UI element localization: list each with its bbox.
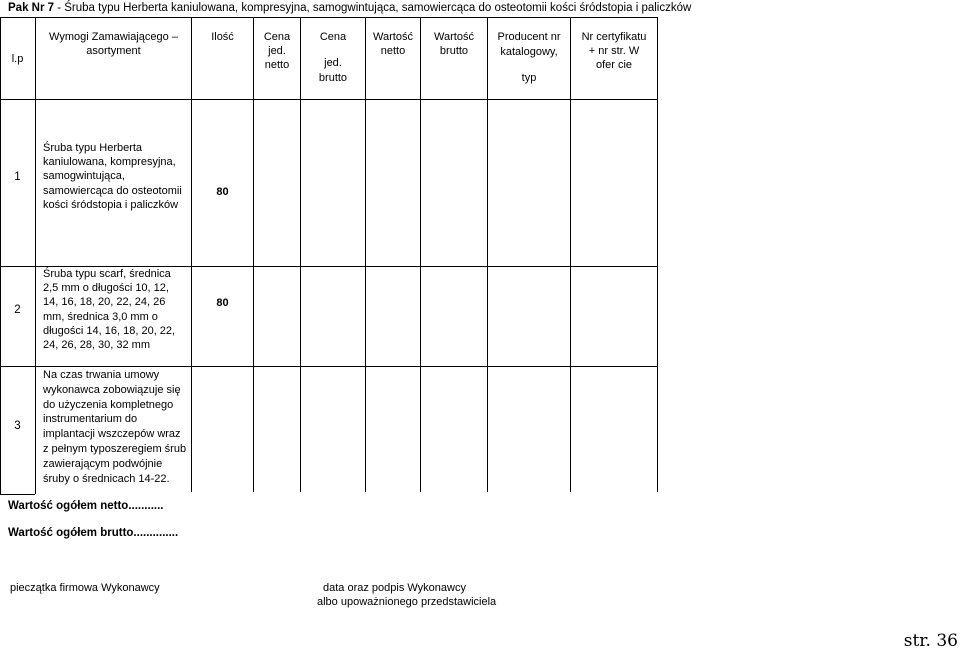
row-number: 2 [14, 304, 21, 316]
item-quantity: 80 [216, 297, 229, 309]
table-line [253, 17, 254, 492]
header-certificate: Nr certyfikatu + nr str. W ofer cie [581, 31, 647, 71]
header-unit-price-gross: Cena jed. brutto [318, 31, 348, 84]
table-line [191, 17, 192, 492]
company-stamp-label: pieczątka firmowa Wykonawcy [10, 582, 160, 594]
document-title: Pak Nr 7 - Śruba typu Herberta kaniulowana, kompresyjna, samogwintująca, samowiercąca do osteotomii kości śródstopia i paliczków [8, 2, 692, 14]
header-quantity: Ilość [211, 31, 234, 43]
row-number: 1 [14, 171, 21, 183]
table-line [0, 99, 658, 100]
header-unit-price-net: Cena jed. netto [263, 31, 291, 71]
header-value-net: Wartość netto [373, 31, 413, 57]
table-line [570, 17, 571, 492]
total-net: Wartość ogółem netto........... [8, 500, 164, 512]
table-line [365, 17, 366, 492]
table-line [0, 366, 658, 367]
header-requirements: Wymogi Zamawiającego – asortyment [49, 31, 178, 57]
item-description: Śruba typu Herberta kaniulowana, kompresyjna, samogwintująca, samowiercąca do osteotomii kości śródstopia i paliczków [43, 142, 182, 211]
table-line [300, 17, 301, 492]
representative-label: albo upoważnionego przedstawiciela [317, 596, 497, 608]
page-number: str. 36 [903, 631, 958, 651]
header-value-gross: Wartość brutto [434, 31, 474, 57]
table-line [35, 17, 36, 494]
signature-label: data oraz podpis Wykonawcy [323, 582, 466, 594]
item-description: Na czas trwania umowy wykonawca zobowiązuje się do użyczenia kompletnego instrumentarium do implantacji wszczepów wraz z pełnym typoszeregiem śrub zawierającym podwójnie śruby o średnicach 14-22. [43, 369, 187, 485]
table-line [0, 17, 658, 18]
row-number: 3 [14, 420, 21, 432]
item-description: Śruba typu scarf, średnica 2,5 mm o długości 10, 12, 14, 16, 18, 20, 22, 24, 26 mm, średnica 3,0 mm o długości 14, 16, 18, 20, 22, 24, 26, 28, 30, 32 mm [43, 268, 176, 352]
header-lp: l.p [11, 53, 24, 65]
item-quantity: 80 [216, 186, 229, 198]
table-line [0, 494, 35, 495]
table-line [657, 17, 658, 492]
table-line [420, 17, 421, 492]
total-gross: Wartość ogółem brutto.............. [8, 527, 179, 539]
header-producer: Producent nr katalogowy, typ [497, 31, 561, 84]
table-line [487, 17, 488, 492]
